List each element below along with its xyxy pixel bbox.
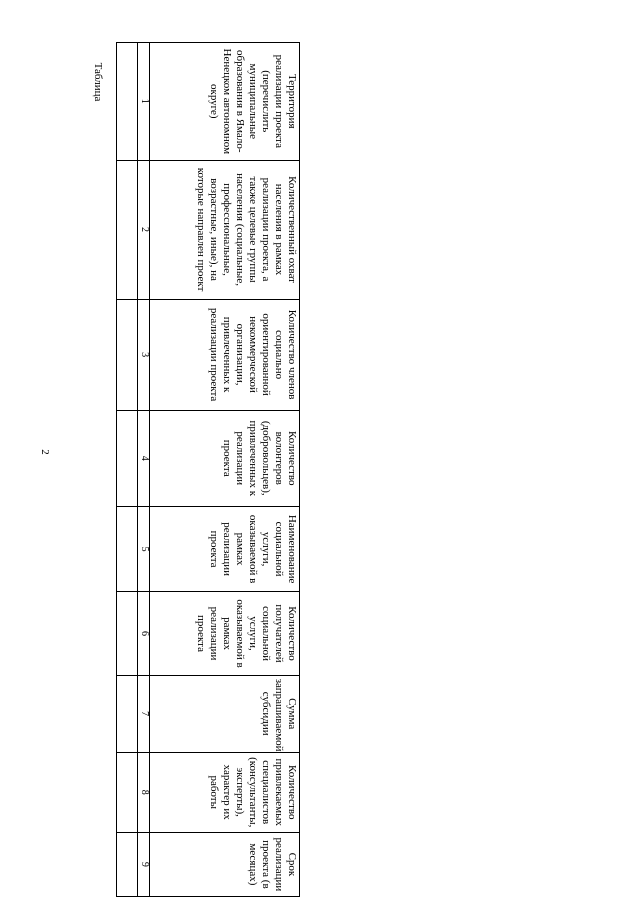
column-number: 9 bbox=[138, 832, 149, 896]
header-cell: Срок реализации проекта (в месяцах) bbox=[149, 832, 299, 896]
header-row bbox=[149, 43, 299, 897]
empty-cell bbox=[117, 299, 138, 410]
column-number: 1 bbox=[138, 43, 149, 161]
column-number: 5 bbox=[138, 506, 149, 592]
empty-cell bbox=[117, 752, 138, 832]
header-cell: Территория реализации проекта (перечислить муниципальные образования в Ямало-Ненецком автономном округе) bbox=[149, 43, 299, 161]
header-cell: Количество членов социально ориентированной некоммерческой организации, привлеченных к реализации проекта bbox=[149, 299, 299, 410]
column-number-row bbox=[138, 43, 149, 897]
header-cell: Сумма запрашиваемой субсидии bbox=[149, 675, 299, 752]
empty-cell bbox=[117, 506, 138, 592]
header-cell: Количество получателей социальной услуги, оказываемой в рамках реализации проекта bbox=[149, 592, 299, 675]
empty-cell bbox=[117, 160, 138, 299]
column-number: 3 bbox=[138, 299, 149, 410]
page-number: 2 bbox=[39, 449, 51, 455]
empty-cell bbox=[117, 592, 138, 675]
empty-cell bbox=[117, 675, 138, 752]
header-cell: Количественный охват населения в рамках реализации проекта, а также целевые группы населения (социальные, профессиональные, возрастные, иные), на которые направлен проект bbox=[149, 160, 299, 299]
header-cell: Наименование социальной услуги, оказываемой в рамках реализации проекта bbox=[149, 506, 299, 592]
empty-row bbox=[117, 43, 138, 897]
data-table bbox=[116, 42, 300, 897]
header-cell: Количество волонтеров (добровольцев), привлеченных к реализации проекта bbox=[149, 410, 299, 506]
column-number: 4 bbox=[138, 410, 149, 506]
empty-cell bbox=[117, 410, 138, 506]
column-number: 7 bbox=[138, 675, 149, 752]
table-container bbox=[116, 42, 300, 897]
header-cell: Количество привлекаемых специалистов (консультанты, эксперты), характер их работы bbox=[149, 752, 299, 832]
table-caption: Таблица bbox=[92, 62, 104, 102]
empty-cell bbox=[117, 832, 138, 896]
column-number: 8 bbox=[138, 752, 149, 832]
column-number: 2 bbox=[138, 160, 149, 299]
empty-cell bbox=[117, 43, 138, 161]
column-number: 6 bbox=[138, 592, 149, 675]
